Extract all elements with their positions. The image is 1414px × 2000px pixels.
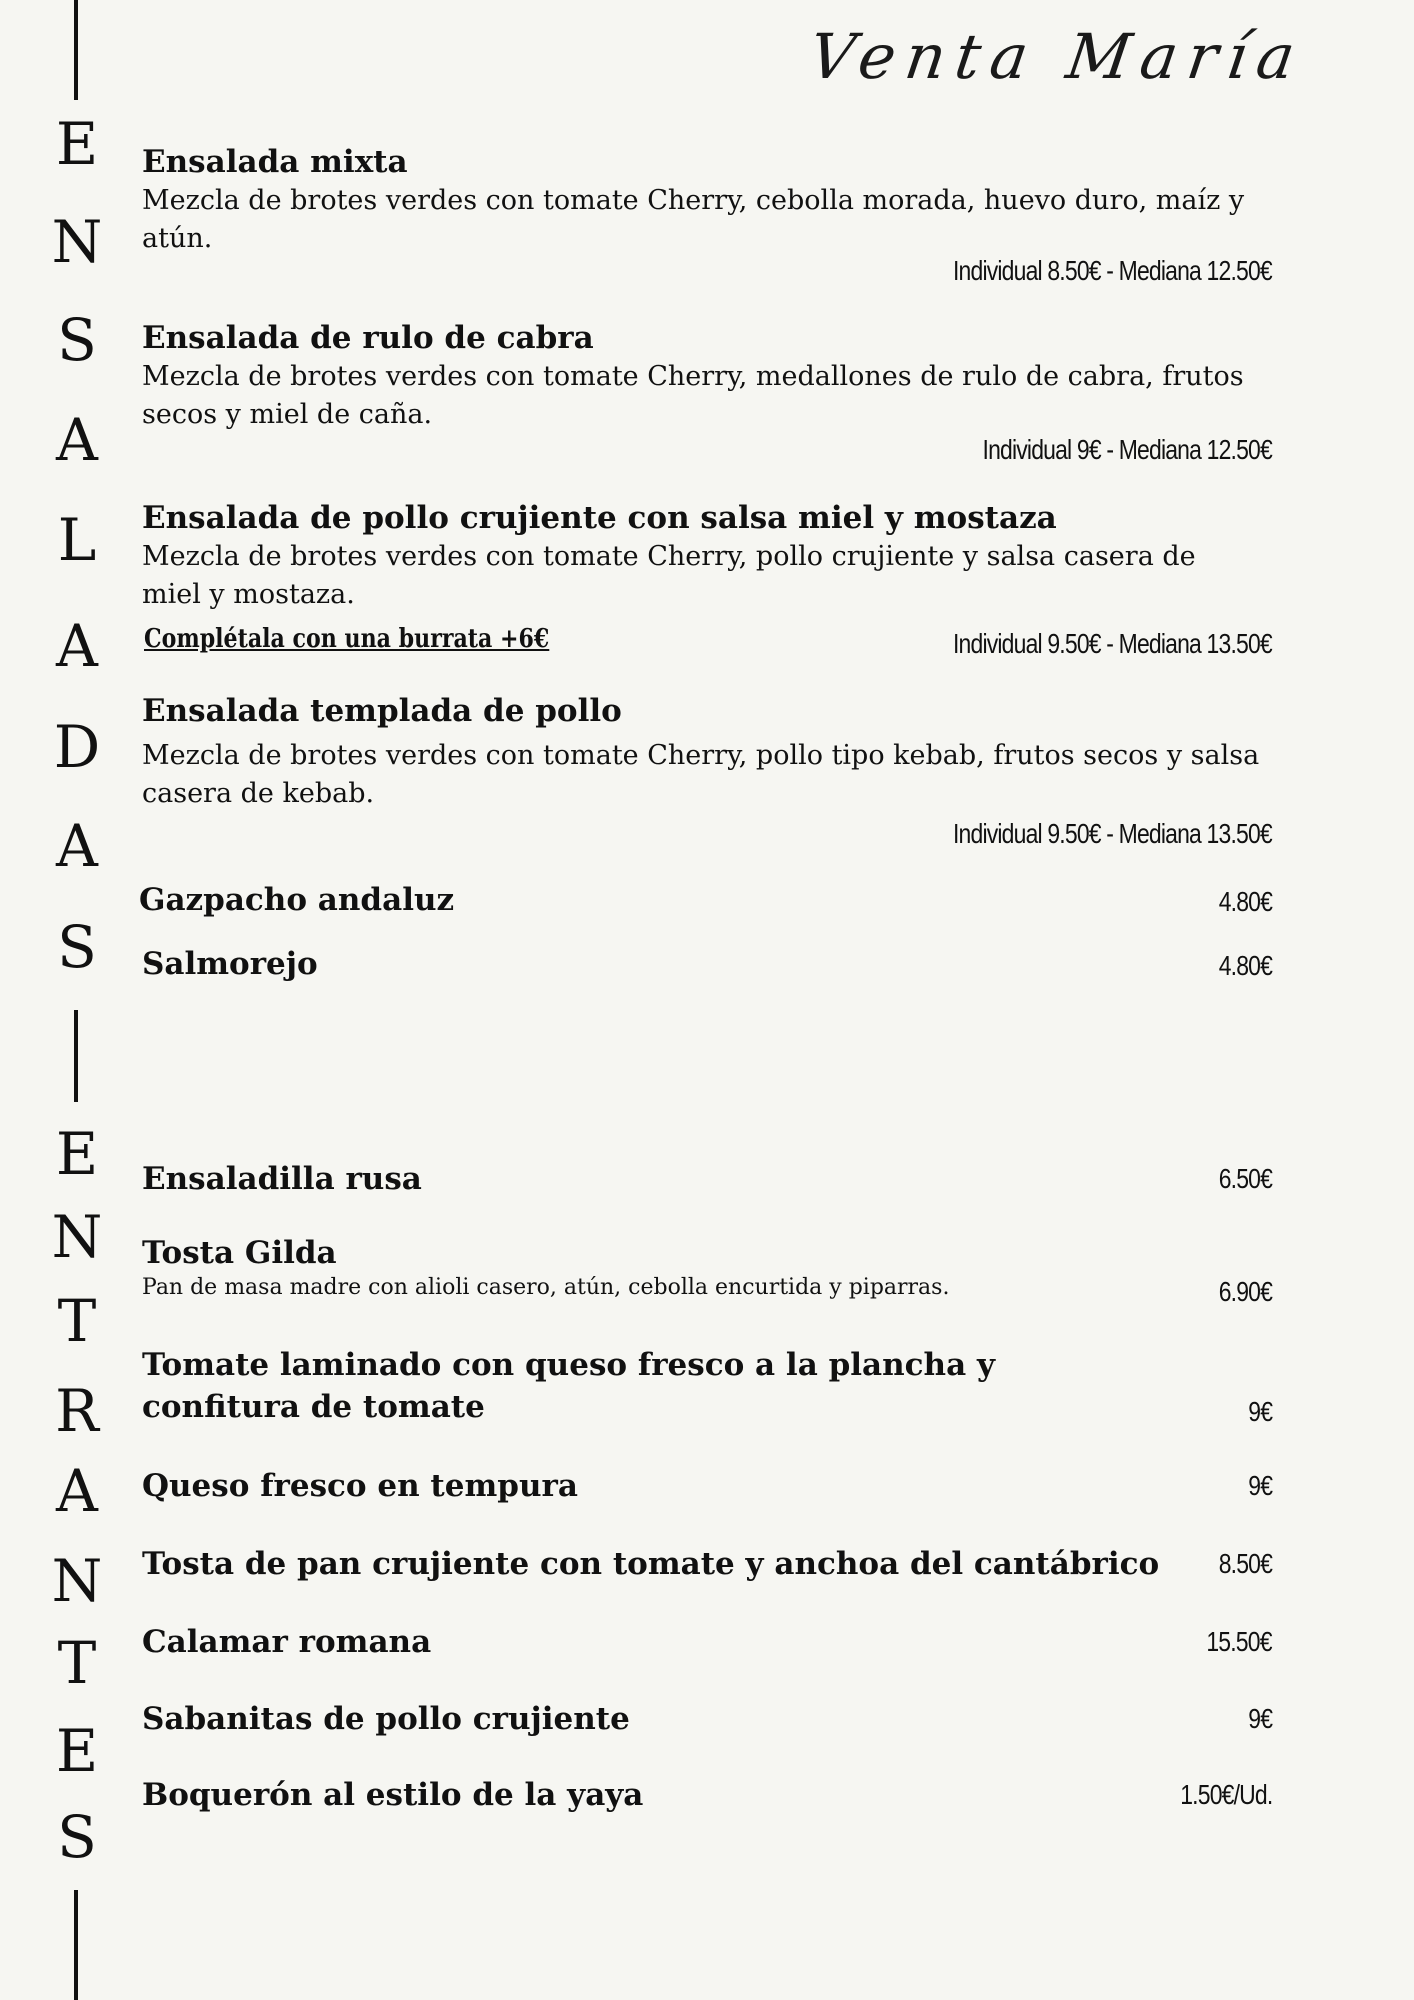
item-title: Calamar romana [142, 1624, 432, 1660]
item-description: Mezcla de brotes verdes con tomate Cherry, medallones de rulo de cabra, frutos secos y miel de caña. [142, 361, 1244, 430]
menu-item [142, 1159, 1274, 1199]
menu-item [142, 1699, 1274, 1739]
item-title: Ensalada de pollo crujiente con salsa miel y mostaza [142, 500, 1057, 536]
sidebar-letter: N [51, 1203, 103, 1271]
item-price: 9€ [1248, 1396, 1272, 1427]
menu-item [142, 498, 1274, 614]
item-title: Tomate laminado con queso fresco a la plancha y confitura de tomate [142, 1347, 995, 1425]
item-extra-offer: Complétala con una burrata +6€ [144, 624, 550, 654]
item-price: 15.50€ [1206, 1626, 1272, 1657]
item-price: 1.50€/Ud. [1179, 1779, 1272, 1810]
menu-item [142, 1544, 1274, 1584]
item-price: 9€ [1248, 1470, 1272, 1501]
item-title: Tosta de pan crujiente con tomate y anchoa del cantábrico [142, 1546, 1160, 1582]
menu-item [142, 691, 1274, 813]
sidebar-letter: A [56, 406, 98, 474]
sidebar-letter: E [55, 1717, 99, 1785]
sidebar-line-bottom [74, 1890, 78, 2000]
sidebar-letter: T [57, 1287, 97, 1355]
menu-item [142, 142, 1274, 258]
item-title: Ensalada mixta [142, 144, 408, 180]
sidebar-letter: L [57, 506, 97, 574]
sidebar-letter: S [57, 306, 97, 374]
sidebar-letter: S [57, 1803, 97, 1871]
item-title: Ensaladilla rusa [142, 1161, 422, 1197]
item-title: Boquerón al estilo de la yaya [142, 1777, 644, 1813]
item-title: Sabanitas de pollo crujiente [142, 1701, 630, 1737]
item-price: 9€ [1248, 1703, 1272, 1734]
sidebar-letter: T [57, 1629, 97, 1697]
item-description: Mezcla de brotes verdes con tomate Cherry, pollo tipo kebab, frutos secos y salsa casera de kebab. [142, 740, 1260, 809]
menu-item [139, 880, 1274, 920]
menu-item [142, 1622, 1274, 1662]
menu-item [142, 1775, 1274, 1815]
menu-item [142, 1344, 1274, 1428]
item-price: 8.50€ [1218, 1548, 1272, 1579]
sidebar-letter: D [53, 713, 101, 781]
sidebar-letter: N [51, 1547, 103, 1615]
item-title: Gazpacho andaluz [139, 882, 455, 918]
sidebar-line-top [74, 0, 78, 100]
item-title: Queso fresco en tempura [142, 1468, 578, 1504]
item-description: Mezcla de brotes verdes con tomate Cherry, pollo crujiente y salsa casera de miel y mostaza. [142, 541, 1196, 610]
menu-item [142, 944, 1274, 984]
item-title: Tosta Gilda [142, 1235, 337, 1271]
item-title: Ensalada de rulo de cabra [142, 320, 594, 356]
menu-item [142, 1466, 1274, 1506]
sidebar-letter: N [51, 208, 103, 276]
item-description: Pan de masa madre con alioli casero, atún, cebolla encurtida y piparras. [142, 1275, 950, 1300]
sidebar-letter: A [56, 612, 98, 680]
sidebar-letter: E [55, 110, 99, 178]
sidebar-letter: A [56, 1457, 98, 1525]
menu-item [142, 318, 1274, 434]
item-description: Mezcla de brotes verdes con tomate Cherry, cebolla morada, huevo duro, maíz y atún. [142, 185, 1245, 254]
item-price: Individual 8.50€ - Mediana 12.50€ [953, 255, 1272, 286]
item-price: 6.90€ [1218, 1276, 1272, 1307]
sidebar-letter: E [55, 1120, 99, 1188]
item-price: Individual 9.50€ - Mediana 13.50€ [953, 628, 1272, 659]
sidebar-letter: A [56, 812, 98, 880]
sidebar-letter: S [57, 913, 97, 981]
item-title: Ensalada templada de pollo [142, 693, 622, 729]
item-price: Individual 9.50€ - Mediana 13.50€ [953, 818, 1272, 849]
sidebar-letter: R [55, 1377, 99, 1445]
item-price: 4.80€ [1218, 950, 1272, 981]
item-price: Individual 9€ - Mediana 12.50€ [982, 434, 1272, 465]
menu-item [142, 1233, 1274, 1303]
item-price: 6.50€ [1218, 1163, 1272, 1194]
item-price: 4.80€ [1218, 886, 1272, 917]
sidebar-line-middle [74, 1010, 78, 1102]
brand-signature: Venta María [804, 20, 1310, 93]
item-title: Salmorejo [142, 946, 318, 982]
